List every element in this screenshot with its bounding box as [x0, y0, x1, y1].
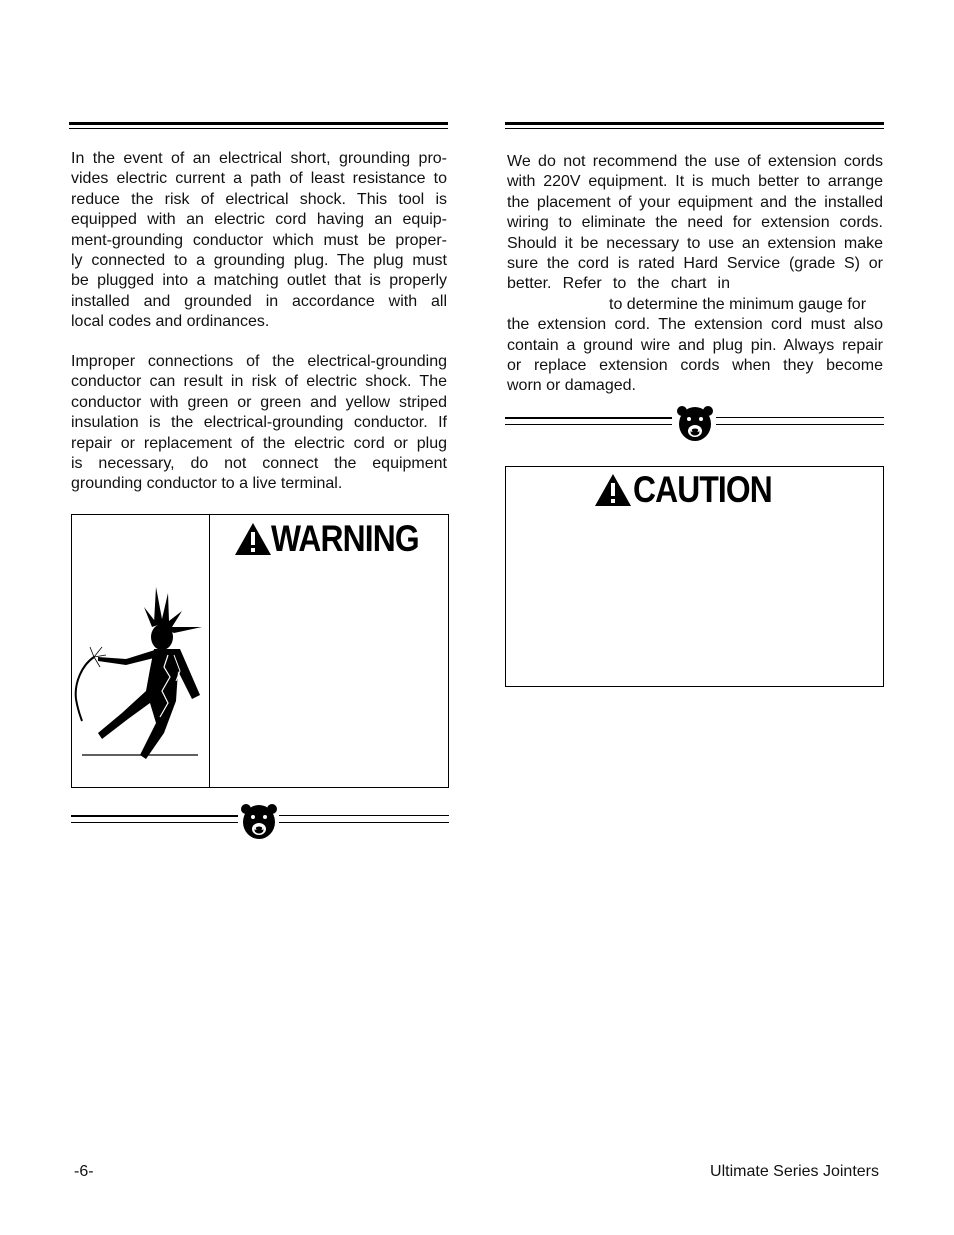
improper-connections-paragraph: Improper connections of the electrical-grounding conductor can result in risk of electric shock. The conductor with green or green and yellow striped insulation is the electrical-grounding conductor. If repair or replacement of the electric cord or plug is necessary, do not connect the equipment grounding conductor to a live terminal.	[71, 353, 447, 493]
warning-triangle-icon	[233, 521, 273, 557]
right-bear-separator	[505, 405, 884, 445]
left-bear-separator	[71, 803, 449, 843]
extension-cords-paragraph: We do not recommend the use of extension cords with 220V equipment. It is much better to arrange the placement of your equipment and the installed wiring to eliminate the need for extension cords. Should it be necessary to use an extension make sure the cord is rated Hard Service (grade S) or better. Refer to the chart in to determine the minimum gauge for the extension cord. The extension cord must also contain a ground wire and plug pin. Always repair or replace extension cords when they become worn or damaged.	[507, 153, 883, 395]
separator-left-rule	[505, 417, 672, 425]
manual-title: Ultimate Series Jointers	[710, 1163, 879, 1180]
caution-triangle-icon	[593, 472, 633, 508]
warning-box	[71, 514, 449, 788]
separator-left-rule	[71, 815, 238, 823]
warning-label: WARNING	[271, 518, 419, 559]
caution-box	[505, 466, 884, 687]
caution-label: CAUTION	[633, 469, 772, 510]
grounding-paragraph: In the event of an electrical short, grounding pro- vides electric current a path of least resistance to reduce the risk of electrical shock. This tool is equipped with an electric cord having an equip- ment-grounding conductor which must be proper- ly connected to a grounding plug. The plug must be plugged into a matching outlet that is properly installed and grounded in accordance with all local codes and ordinances.	[71, 150, 447, 331]
bear-logo-icon	[240, 803, 278, 841]
separator-right-rule	[716, 417, 884, 425]
left-section-rule	[69, 122, 448, 129]
bear-logo-icon	[676, 405, 714, 443]
electric-shock-figure-icon	[74, 583, 206, 763]
right-section-rule	[505, 122, 884, 129]
warning-box-divider	[209, 515, 210, 787]
page-number: -6-	[74, 1163, 94, 1180]
separator-right-rule	[279, 815, 449, 823]
